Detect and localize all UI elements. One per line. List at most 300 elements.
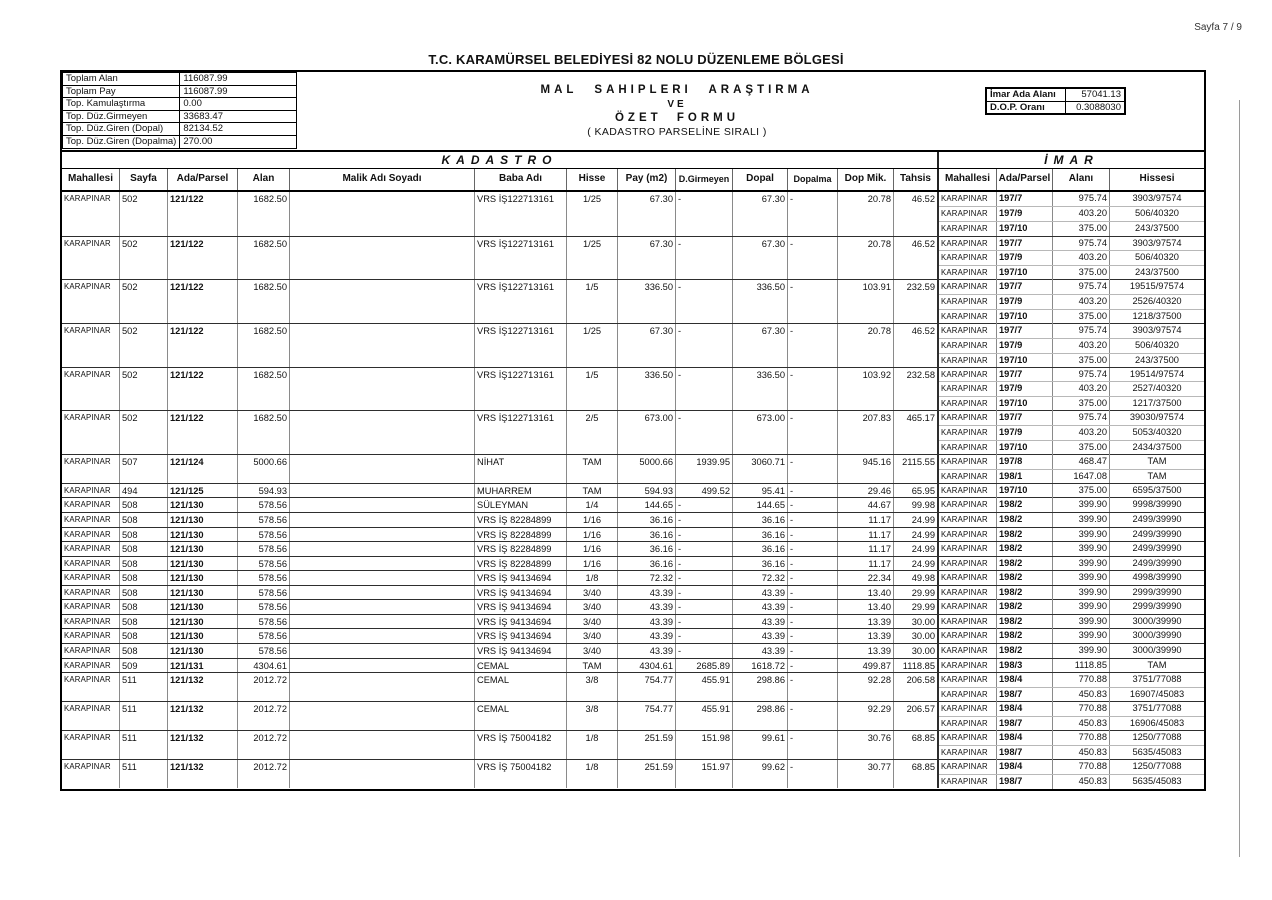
- cell-hisse: TAM: [567, 484, 618, 498]
- cell-baba: VRS İŞ 94134694: [475, 629, 567, 643]
- imar-cell-mahalle: KARAPINAR: [939, 295, 997, 309]
- cell-pay: 67.30: [618, 192, 676, 236]
- imar-cell-alan: 375.00: [1053, 484, 1110, 498]
- cell-alan: 2012.72: [238, 673, 290, 701]
- imar-cell-ada-parsel: 198/1: [997, 470, 1053, 484]
- column-header: Dop Mik.: [838, 169, 894, 190]
- cell-d-girmeyen: 151.98: [676, 731, 733, 759]
- imar-cell-mahalle: KARAPINAR: [939, 470, 997, 484]
- cell-dop-mik: 22.34: [838, 571, 894, 585]
- imar-info-label: İmar Ada Alanı: [986, 88, 1066, 101]
- cell-hisse: 1/5: [567, 280, 618, 323]
- cell-sayfa: 508: [120, 498, 168, 512]
- cell-baba: VRS İŞ 82284899: [475, 542, 567, 556]
- cell-baba: SÜLEYMAN: [475, 498, 567, 512]
- cell-malik: [290, 629, 475, 643]
- cell-dopalma: -: [788, 280, 838, 323]
- imar-cell-alan: 399.90: [1053, 571, 1110, 585]
- imar-subrow: [939, 280, 1204, 294]
- imar-cell-mahalle: KARAPINAR: [939, 702, 997, 716]
- cell-sayfa: 508: [120, 528, 168, 542]
- cell-dopal: 43.39: [733, 644, 788, 658]
- imar-cell-alan: 450.83: [1053, 746, 1110, 760]
- imar-cells: [937, 192, 1204, 236]
- imar-cell-ada-parsel: 197/7: [997, 237, 1053, 251]
- imar-cell-hisse: 3751/77088: [1132, 703, 1182, 714]
- cell-dopal: 36.16: [733, 528, 788, 542]
- imar-cell-ada-parsel: 197/9: [997, 426, 1053, 440]
- imar-cells: [937, 586, 1204, 600]
- imar-cell-ada-parsel: 197/7: [997, 280, 1053, 294]
- imar-cell-hisse: 506/40320: [1135, 339, 1179, 350]
- table-row: [62, 556, 1204, 571]
- cell-tahsis: 99.98: [911, 500, 935, 511]
- cell-d-girmeyen: -: [676, 324, 733, 367]
- imar-cell-alan: 399.90: [1053, 586, 1110, 600]
- table-row: [62, 585, 1204, 600]
- cell-mahalle: KARAPINAR: [62, 192, 120, 236]
- imar-cell-hisse: 19514/97574: [1129, 368, 1185, 379]
- cell-dopal: 36.16: [733, 513, 788, 527]
- cell-tahsis: 2115.55: [902, 456, 935, 467]
- imar-cell-ada-parsel: 198/2: [997, 542, 1053, 556]
- cell-pay: 336.50: [618, 368, 676, 411]
- imar-subrow: [939, 716, 1204, 731]
- imar-cell-mahalle: KARAPINAR: [939, 426, 997, 440]
- imar-cell-alan: 403.20: [1053, 426, 1110, 440]
- imar-cell-alan: 399.90: [1053, 600, 1110, 614]
- table-row: [62, 658, 1204, 673]
- imar-subrow: [939, 425, 1204, 440]
- imar-cells: [937, 673, 1204, 701]
- cell-dopalma: -: [788, 571, 838, 585]
- cell-tahsis: 30.00: [911, 645, 935, 656]
- imar-cells: [937, 411, 1204, 454]
- cell-tahsis: 24.99: [911, 515, 935, 526]
- imar-cell-ada-parsel: 198/4: [997, 731, 1053, 745]
- table-row: [62, 367, 1204, 411]
- imar-cells: [937, 237, 1204, 280]
- cell-tahsis: 30.00: [911, 616, 935, 627]
- cell-dopalma: -: [788, 586, 838, 600]
- imar-cell-ada-parsel: 197/7: [997, 368, 1053, 382]
- cell-dopal: 67.30: [733, 324, 788, 367]
- imar-subrow: [939, 542, 1204, 556]
- imar-cell-hisse: 1218/37500: [1132, 310, 1182, 321]
- cell-malik: [290, 731, 475, 759]
- imar-cell-alan: 399.90: [1053, 542, 1110, 556]
- cell-alan: 2012.72: [238, 702, 290, 730]
- imar-info-value: 0.3088030: [1066, 101, 1126, 114]
- imar-cell-ada-parsel: 198/7: [997, 688, 1053, 702]
- cell-sayfa: 508: [120, 513, 168, 527]
- imar-cell-alan: 975.74: [1053, 237, 1110, 251]
- imar-cell-ada-parsel: 197/10: [997, 397, 1053, 411]
- imar-cells: [937, 513, 1204, 527]
- kadastro-cells: [62, 368, 937, 411]
- imar-cell-hisse: 16906/45083: [1129, 717, 1185, 728]
- report-header: [62, 72, 1204, 152]
- table-row: [62, 701, 1204, 730]
- imar-cell-alan: 403.20: [1053, 251, 1110, 265]
- cell-dopal: 95.41: [733, 484, 788, 498]
- cell-dopalma: -: [788, 192, 838, 236]
- summary-label: Top. Düz.Giren (Dopal): [63, 123, 180, 136]
- cell-sayfa: 502: [120, 280, 168, 323]
- cell-malik: [290, 528, 475, 542]
- imar-cells: [937, 542, 1204, 556]
- imar-subrow: [939, 745, 1204, 760]
- imar-cell-mahalle: KARAPINAR: [939, 251, 997, 265]
- cell-dopalma: -: [788, 731, 838, 759]
- cell-alan: 578.56: [238, 557, 290, 571]
- cell-tahsis: 46.52: [911, 325, 935, 336]
- imar-subrow: [939, 687, 1204, 702]
- cell-dopal: 67.30: [733, 192, 788, 236]
- cell-alan: 578.56: [238, 513, 290, 527]
- imar-subrow: [939, 455, 1204, 469]
- cell-sayfa: 502: [120, 237, 168, 280]
- imar-cell-ada-parsel: 198/2: [997, 629, 1053, 643]
- cell-ada-parsel: 121/130: [168, 644, 238, 658]
- imar-subrow: [939, 338, 1204, 353]
- imar-cell-hisse: 16907/45083: [1129, 688, 1185, 699]
- cell-ada-parsel: 121/125: [168, 484, 238, 498]
- imar-cell-hisse: 243/37500: [1135, 267, 1179, 278]
- kadastro-cells: [62, 644, 937, 658]
- cell-dopalma: -: [788, 411, 838, 454]
- cell-baba: VRS İŞ 82284899: [475, 528, 567, 542]
- cell-sayfa: 508: [120, 644, 168, 658]
- cell-malik: [290, 557, 475, 571]
- imar-cell-ada-parsel: 197/10: [997, 310, 1053, 324]
- imar-subrow: [939, 237, 1204, 251]
- imar-cell-hisse: 3000/39990: [1132, 644, 1182, 655]
- imar-cells: [937, 615, 1204, 629]
- cell-dop-mik: 11.17: [838, 542, 894, 556]
- cell-malik: [290, 571, 475, 585]
- imar-cell-mahalle: KARAPINAR: [939, 455, 997, 469]
- cell-baba: NİHAT: [475, 455, 567, 483]
- cell-dop-mik: 20.78: [838, 192, 894, 236]
- imar-cell-alan: 403.20: [1053, 295, 1110, 309]
- imar-cell-hisse: 5635/45083: [1132, 747, 1182, 758]
- kadastro-cells: [62, 324, 937, 367]
- kadastro-cells: [62, 484, 937, 498]
- cell-d-girmeyen: -: [676, 600, 733, 614]
- cell-d-girmeyen: -: [676, 629, 733, 643]
- cell-pay: 43.39: [618, 629, 676, 643]
- imar-cell-hisse: 2499/39990: [1132, 557, 1182, 568]
- table-row: [62, 643, 1204, 658]
- cell-dopalma: -: [788, 629, 838, 643]
- table-body: [62, 192, 1204, 788]
- imar-cell-ada-parsel: 198/2: [997, 644, 1053, 658]
- imar-cell-hisse: TAM: [1147, 470, 1167, 481]
- cell-hisse: 1/16: [567, 542, 618, 556]
- cell-malik: [290, 702, 475, 730]
- cell-ada-parsel: 121/122: [168, 280, 238, 323]
- imar-cell-hisse: 1250/77088: [1132, 761, 1182, 772]
- kadastro-cells: [62, 528, 937, 542]
- imar-cells: [937, 600, 1204, 614]
- imar-cells: [937, 760, 1204, 788]
- imar-cell-mahalle: KARAPINAR: [939, 192, 997, 206]
- cell-baba: VRS İŞ 82284899: [475, 513, 567, 527]
- imar-cell-hisse: 243/37500: [1135, 354, 1179, 365]
- imar-cells: [937, 498, 1204, 512]
- imar-cells: [937, 702, 1204, 730]
- cell-dop-mik: 92.28: [838, 673, 894, 701]
- imar-cell-mahalle: KARAPINAR: [939, 513, 997, 527]
- cell-baba: MUHARREM: [475, 484, 567, 498]
- imar-subrow: [939, 571, 1204, 585]
- cell-dopalma: -: [788, 760, 838, 788]
- cell-mahalle: KARAPINAR: [62, 760, 120, 788]
- imar-cells: [937, 571, 1204, 585]
- cell-baba: VRS İŞ122713161: [475, 280, 567, 323]
- cell-ada-parsel: 121/130: [168, 600, 238, 614]
- cell-baba: CEMAL: [475, 702, 567, 730]
- column-header: Sayfa: [120, 169, 168, 190]
- cell-dopalma: -: [788, 659, 838, 673]
- imar-cell-alan: 399.90: [1053, 528, 1110, 542]
- imar-subrow: [939, 381, 1204, 396]
- imar-cell-mahalle: KARAPINAR: [939, 411, 997, 425]
- imar-cell-alan: 399.90: [1053, 615, 1110, 629]
- imar-cell-alan: 375.00: [1053, 310, 1110, 324]
- cell-sayfa: 508: [120, 600, 168, 614]
- cell-pay: 36.16: [618, 557, 676, 571]
- cell-hisse: 3/40: [567, 629, 618, 643]
- cell-malik: [290, 237, 475, 280]
- kadastro-cells: [62, 673, 937, 701]
- cell-baba: VRS İŞ 94134694: [475, 586, 567, 600]
- column-header: Ada/Parsel: [168, 169, 238, 190]
- cell-dop-mik: 20.78: [838, 324, 894, 367]
- summary-label: Toplam Alan: [63, 73, 180, 86]
- cell-dop-mik: 29.46: [838, 484, 894, 498]
- imar-cell-mahalle: KARAPINAR: [939, 222, 997, 236]
- cell-mahalle: KARAPINAR: [62, 280, 120, 323]
- cell-hisse: 3/40: [567, 600, 618, 614]
- cell-dop-mik: 30.77: [838, 760, 894, 788]
- imar-cell-alan: 770.88: [1053, 760, 1110, 774]
- imar-cell-alan: 975.74: [1053, 280, 1110, 294]
- cell-pay: 43.39: [618, 600, 676, 614]
- cell-mahalle: KARAPINAR: [62, 368, 120, 411]
- cell-d-girmeyen: 151.97: [676, 760, 733, 788]
- column-header: D.Girmeyen: [676, 169, 733, 190]
- imar-cell-ada-parsel: 198/2: [997, 528, 1053, 542]
- imar-subrow: [939, 206, 1204, 221]
- imar-info-value: 57041.13: [1066, 88, 1126, 101]
- cell-alan: 578.56: [238, 629, 290, 643]
- imar-cell-alan: 399.90: [1053, 498, 1110, 512]
- cell-d-girmeyen: 455.91: [676, 673, 733, 701]
- imar-cell-alan: 770.88: [1053, 673, 1110, 687]
- imar-cell-hisse: 5635/45083: [1132, 776, 1182, 787]
- imar-cell-ada-parsel: 198/7: [997, 775, 1053, 789]
- imar-cell-ada-parsel: 197/9: [997, 339, 1053, 353]
- kadastro-cells: [62, 571, 937, 585]
- cell-sayfa: 509: [120, 659, 168, 673]
- cell-hisse: 1/5: [567, 368, 618, 411]
- imar-info-label: D.O.P. Oranı: [986, 101, 1066, 114]
- imar-cell-mahalle: KARAPINAR: [939, 746, 997, 760]
- table-row: [62, 497, 1204, 512]
- cell-alan: 1682.50: [238, 368, 290, 411]
- cell-pay: 36.16: [618, 528, 676, 542]
- cell-ada-parsel: 121/130: [168, 586, 238, 600]
- cell-dop-mik: 13.40: [838, 600, 894, 614]
- cell-dop-mik: 207.83: [838, 411, 894, 454]
- summary-label: Toplam Pay: [63, 85, 180, 98]
- cell-dopal: 144.65: [733, 498, 788, 512]
- cell-dopal: 99.61: [733, 731, 788, 759]
- cell-tahsis: 30.00: [911, 631, 935, 642]
- cell-hisse: 3/8: [567, 673, 618, 701]
- cell-tahsis: 24.99: [911, 544, 935, 555]
- cell-dopalma: -: [788, 644, 838, 658]
- imar-cell-hisse: TAM: [1147, 455, 1167, 466]
- cell-sayfa: 508: [120, 557, 168, 571]
- imar-subrow: [939, 644, 1204, 658]
- cell-dopalma: -: [788, 615, 838, 629]
- table-row: [62, 236, 1204, 280]
- imar-subrow: [939, 774, 1204, 789]
- kadastro-cells: [62, 513, 937, 527]
- imar-cells: [937, 484, 1204, 498]
- imar-cell-mahalle: KARAPINAR: [939, 324, 997, 338]
- cell-malik: [290, 192, 475, 236]
- imar-cell-hisse: 3000/39990: [1132, 615, 1182, 626]
- kadastro-cells: [62, 615, 937, 629]
- imar-cell-hisse: 2999/39990: [1132, 586, 1182, 597]
- column-header: Hissesi: [1139, 173, 1175, 184]
- cell-alan: 578.56: [238, 586, 290, 600]
- imar-cell-ada-parsel: 197/9: [997, 207, 1053, 221]
- cell-pay: 336.50: [618, 280, 676, 323]
- cell-hisse: 3/8: [567, 702, 618, 730]
- imar-cells: [937, 659, 1204, 673]
- cell-alan: 2012.72: [238, 731, 290, 759]
- imar-cell-alan: 399.90: [1053, 513, 1110, 527]
- imar-cell-alan: 770.88: [1053, 702, 1110, 716]
- cell-d-girmeyen: -: [676, 513, 733, 527]
- table-row: [62, 541, 1204, 556]
- table-row: [62, 672, 1204, 701]
- imar-cell-hisse: 3751/77088: [1132, 674, 1182, 685]
- cell-malik: [290, 659, 475, 673]
- imar-cell-hisse: 5053/40320: [1132, 427, 1182, 437]
- imar-cell-ada-parsel: 198/7: [997, 717, 1053, 731]
- cell-dop-mik: 103.91: [838, 280, 894, 323]
- cell-tahsis: 465.17: [906, 413, 935, 424]
- imar-subrow: [939, 250, 1204, 265]
- cell-dopal: 298.86: [733, 673, 788, 701]
- cell-baba: VRS İŞ122713161: [475, 368, 567, 411]
- kadastro-cells: [62, 557, 937, 571]
- imar-cell-ada-parsel: 197/9: [997, 251, 1053, 265]
- cell-dopalma: -: [788, 484, 838, 498]
- cell-sayfa: 511: [120, 731, 168, 759]
- cell-mahalle: KARAPINAR: [62, 513, 120, 527]
- cell-mahalle: KARAPINAR: [62, 702, 120, 730]
- cell-dop-mik: 945.16: [838, 455, 894, 483]
- imar-cells: [937, 731, 1204, 759]
- imar-cell-mahalle: KARAPINAR: [939, 310, 997, 324]
- imar-cell-alan: 1647.08: [1053, 470, 1110, 484]
- cell-d-girmeyen: -: [676, 644, 733, 658]
- imar-cell-mahalle: KARAPINAR: [939, 615, 997, 629]
- cell-mahalle: KARAPINAR: [62, 629, 120, 643]
- imar-cell-mahalle: KARAPINAR: [939, 688, 997, 702]
- imar-subrow: [939, 498, 1204, 512]
- cell-mahalle: KARAPINAR: [62, 455, 120, 483]
- cell-ada-parsel: 121/122: [168, 368, 238, 411]
- imar-cell-ada-parsel: 197/9: [997, 382, 1053, 396]
- summary-value: 0.00: [180, 98, 297, 111]
- imar-cell-ada-parsel: 197/7: [997, 324, 1053, 338]
- cell-hisse: 1/8: [567, 731, 618, 759]
- kadastro-cells: [62, 411, 937, 454]
- cell-dop-mik: 13.39: [838, 629, 894, 643]
- cell-d-girmeyen: -: [676, 528, 733, 542]
- cell-pay: 43.39: [618, 586, 676, 600]
- cell-baba: VRS İŞ122713161: [475, 411, 567, 454]
- cell-baba: VRS İŞ 94134694: [475, 571, 567, 585]
- imar-cell-ada-parsel: 198/2: [997, 571, 1053, 585]
- table-row: [62, 454, 1204, 483]
- table-row: [62, 730, 1204, 759]
- imar-cell-mahalle: KARAPINAR: [939, 760, 997, 774]
- imar-cell-hisse: 2526/40320: [1132, 296, 1182, 307]
- cell-mahalle: KARAPINAR: [62, 615, 120, 629]
- imar-cell-alan: 770.88: [1053, 731, 1110, 745]
- cell-mahalle: KARAPINAR: [62, 498, 120, 512]
- cell-dopalma: -: [788, 557, 838, 571]
- imar-cell-hisse: 4998/39990: [1132, 572, 1182, 583]
- cell-d-girmeyen: 1939.95: [676, 455, 733, 483]
- form-title-line-3: ÖZET FORMU: [614, 112, 740, 124]
- cell-pay: 251.59: [618, 731, 676, 759]
- kadastro-headers: [62, 169, 937, 190]
- cell-ada-parsel: 121/130: [168, 513, 238, 527]
- section-header-kadastro: KADASTRO: [441, 153, 558, 167]
- cell-baba: VRS İŞ 75004182: [475, 731, 567, 759]
- imar-cells: [937, 629, 1204, 643]
- imar-cell-hisse: 19515/97574: [1129, 281, 1185, 292]
- imar-cell-mahalle: KARAPINAR: [939, 629, 997, 643]
- imar-cell-ada-parsel: 198/2: [997, 513, 1053, 527]
- cell-malik: [290, 368, 475, 411]
- cell-ada-parsel: 121/132: [168, 702, 238, 730]
- cell-baba: VRS İŞ122713161: [475, 192, 567, 236]
- imar-cell-alan: 375.00: [1053, 441, 1110, 455]
- cell-baba: VRS İŞ 82284899: [475, 557, 567, 571]
- cell-tahsis: 232.58: [906, 369, 935, 380]
- imar-cell-mahalle: KARAPINAR: [939, 731, 997, 745]
- cell-malik: [290, 615, 475, 629]
- imar-cell-mahalle: KARAPINAR: [939, 354, 997, 368]
- cell-pay: 5000.66: [618, 455, 676, 483]
- cell-dopalma: -: [788, 237, 838, 280]
- cell-d-girmeyen: -: [676, 280, 733, 323]
- imar-cell-mahalle: KARAPINAR: [939, 339, 997, 353]
- cell-d-girmeyen: 455.91: [676, 702, 733, 730]
- imar-cell-mahalle: KARAPINAR: [939, 717, 997, 731]
